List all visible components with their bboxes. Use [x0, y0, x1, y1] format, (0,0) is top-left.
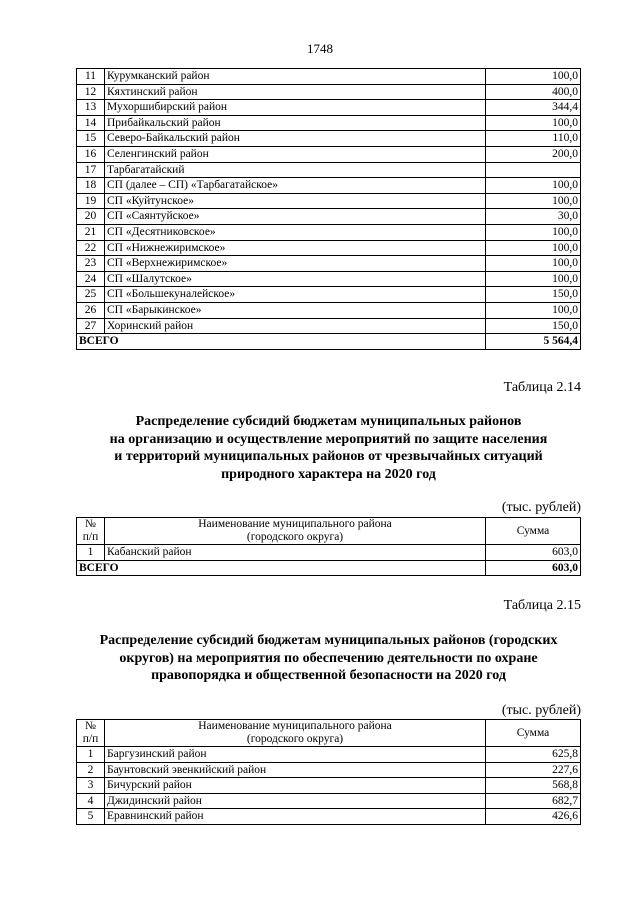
row-district-name: Баргузинский район	[105, 747, 486, 763]
row-sum: 100,0	[486, 271, 581, 287]
row-district-name: Селенгинский район	[105, 146, 486, 162]
total-label: ВСЕГО	[77, 560, 486, 576]
title-line: Распределение субсидий бюджетам муниципальных районов	[135, 414, 522, 429]
table-row	[77, 287, 581, 303]
header-sum: Сумма	[486, 518, 581, 545]
row-number: 12	[77, 84, 105, 100]
row-number: 17	[77, 162, 105, 178]
row-district-name: Тарбагатайский	[105, 162, 486, 178]
table-row	[77, 778, 581, 794]
header-number	[77, 720, 105, 747]
row-number: 21	[77, 224, 105, 240]
title-line: Распределение субсидий бюджетам муниципальных районов (городских	[99, 633, 558, 648]
row-district-name: СП «Саянтуйское»	[105, 209, 486, 225]
page-number: 1748	[307, 41, 333, 56]
row-district-name: СП (далее – СП) «Тарбагатайское»	[105, 178, 486, 194]
row-number: 23	[77, 256, 105, 272]
row-number: 1	[77, 545, 105, 561]
table-row	[77, 318, 581, 334]
title-line: и территорий муниципальных районов от чрезвычайных ситуаций	[114, 449, 543, 464]
header-number-line1: №	[85, 518, 96, 530]
row-number: 1	[77, 747, 105, 763]
row-district-name: Джидинский район	[105, 793, 486, 809]
row-sum: 100,0	[486, 256, 581, 272]
header-name-line1: Наименование муниципального района	[198, 720, 392, 732]
header-number-line1: №	[85, 720, 96, 732]
row-sum: 100,0	[486, 224, 581, 240]
total-label: ВСЕГО	[77, 334, 486, 350]
row-sum: 100,0	[486, 193, 581, 209]
row-sum: 568,8	[486, 778, 581, 794]
row-sum: 150,0	[486, 287, 581, 303]
row-number: 22	[77, 240, 105, 256]
row-number: 18	[77, 178, 105, 194]
row-number: 3	[77, 778, 105, 794]
table-row	[77, 146, 581, 162]
total-sum: 603,0	[486, 560, 581, 576]
header-number-line2: п/п	[82, 531, 99, 543]
row-district-name: Прибайкальский район	[105, 115, 486, 131]
table-header-row	[77, 518, 581, 545]
row-number: 13	[77, 100, 105, 116]
table-row	[77, 271, 581, 287]
row-number: 27	[77, 318, 105, 334]
row-district-name: Еравнинский район	[105, 809, 486, 825]
table-row	[77, 240, 581, 256]
title-line: природного характера на 2020 год	[221, 466, 436, 482]
row-number: 11	[77, 69, 105, 85]
row-district-name: СП «Верхнежиримское»	[105, 256, 486, 272]
table-row	[77, 193, 581, 209]
table-2-15-title	[76, 632, 581, 685]
table-row	[77, 545, 581, 561]
row-number: 16	[77, 146, 105, 162]
row-sum: 100,0	[486, 178, 581, 194]
header-name-line1: Наименование муниципального района	[198, 518, 392, 530]
row-number: 15	[77, 131, 105, 147]
row-district-name: Северо-Байкальский район	[105, 131, 486, 147]
row-district-name: Кабанский район	[105, 545, 486, 561]
table-2-14-label: Таблица 2.14	[503, 380, 581, 395]
header-name	[105, 720, 486, 747]
row-number: 14	[77, 115, 105, 131]
total-row	[77, 560, 581, 576]
row-number: 20	[77, 209, 105, 225]
row-sum: 603,0	[486, 545, 581, 561]
table-row	[77, 224, 581, 240]
table-row	[77, 100, 581, 116]
row-sum: 100,0	[486, 69, 581, 85]
table-row	[77, 809, 581, 825]
table-row	[77, 762, 581, 778]
table-row	[77, 747, 581, 763]
row-sum: 400,0	[486, 84, 581, 100]
row-sum: 625,8	[486, 747, 581, 763]
table-2-15-label: Таблица 2.15	[503, 598, 581, 613]
header-number	[77, 518, 105, 545]
header-name-line2: (городского округа)	[246, 733, 344, 745]
title-line: округов) на мероприятия по обеспечению деятельности по охране	[119, 650, 538, 666]
row-number: 19	[77, 193, 105, 209]
row-district-name: Бичурский район	[105, 778, 486, 794]
row-sum	[486, 162, 581, 178]
row-sum: 100,0	[486, 302, 581, 318]
table-row	[77, 69, 581, 85]
table-2-14	[76, 517, 581, 576]
row-sum: 227,6	[486, 762, 581, 778]
row-number: 26	[77, 302, 105, 318]
title-line: на организацию и осуществление мероприятий по защите населения	[109, 431, 548, 447]
header-number-line2: п/п	[82, 733, 99, 745]
row-number: 24	[77, 271, 105, 287]
row-district-name: СП «Большекуналейское»	[105, 287, 486, 303]
title-line: правопорядка и общественной безопасности на 2020 год	[151, 668, 506, 683]
row-district-name: СП «Барыкинское»	[105, 302, 486, 318]
table-2-15	[76, 719, 581, 825]
table-row	[77, 302, 581, 318]
row-sum: 426,6	[486, 809, 581, 825]
table-row	[77, 209, 581, 225]
subsidy-table-continued	[76, 68, 581, 350]
header-sum: Сумма	[486, 720, 581, 747]
row-sum: 682,7	[486, 793, 581, 809]
row-sum: 150,0	[486, 318, 581, 334]
total-row	[77, 334, 581, 350]
row-district-name: Кяхтинский район	[105, 84, 486, 100]
table-row	[77, 178, 581, 194]
row-number: 5	[77, 809, 105, 825]
row-district-name: Хоринский район	[105, 318, 486, 334]
total-sum: 5 564,4	[486, 334, 581, 350]
row-sum: 200,0	[486, 146, 581, 162]
header-name-line2: (городского округа)	[246, 531, 344, 543]
row-number: 2	[77, 762, 105, 778]
row-sum: 100,0	[486, 115, 581, 131]
row-sum: 100,0	[486, 240, 581, 256]
row-sum: 110,0	[486, 131, 581, 147]
table-row	[77, 84, 581, 100]
table-row	[77, 793, 581, 809]
row-district-name: СП «Куйтунское»	[105, 193, 486, 209]
header-name	[105, 518, 486, 545]
table-header-row	[77, 720, 581, 747]
row-number: 25	[77, 287, 105, 303]
row-district-name: СП «Нижнежиримское»	[105, 240, 486, 256]
table-2-14-title	[76, 413, 581, 483]
table-row	[77, 256, 581, 272]
table-row	[77, 131, 581, 147]
row-district-name: СП «Десятниковское»	[105, 224, 486, 240]
row-district-name: СП «Шалутское»	[105, 271, 486, 287]
table-2-15-units: (тыс. рублей)	[501, 703, 581, 718]
row-district-name: Баунтовский эвенкийский район	[105, 762, 486, 778]
row-sum: 344,4	[486, 100, 581, 116]
row-sum: 30,0	[486, 209, 581, 225]
table-row	[77, 115, 581, 131]
row-district-name: Мухоршибирский район	[105, 100, 486, 116]
row-number: 4	[77, 793, 105, 809]
row-district-name: Курумканский район	[105, 69, 486, 85]
table-row	[77, 162, 581, 178]
table-2-14-units: (тыс. рублей)	[501, 500, 581, 515]
